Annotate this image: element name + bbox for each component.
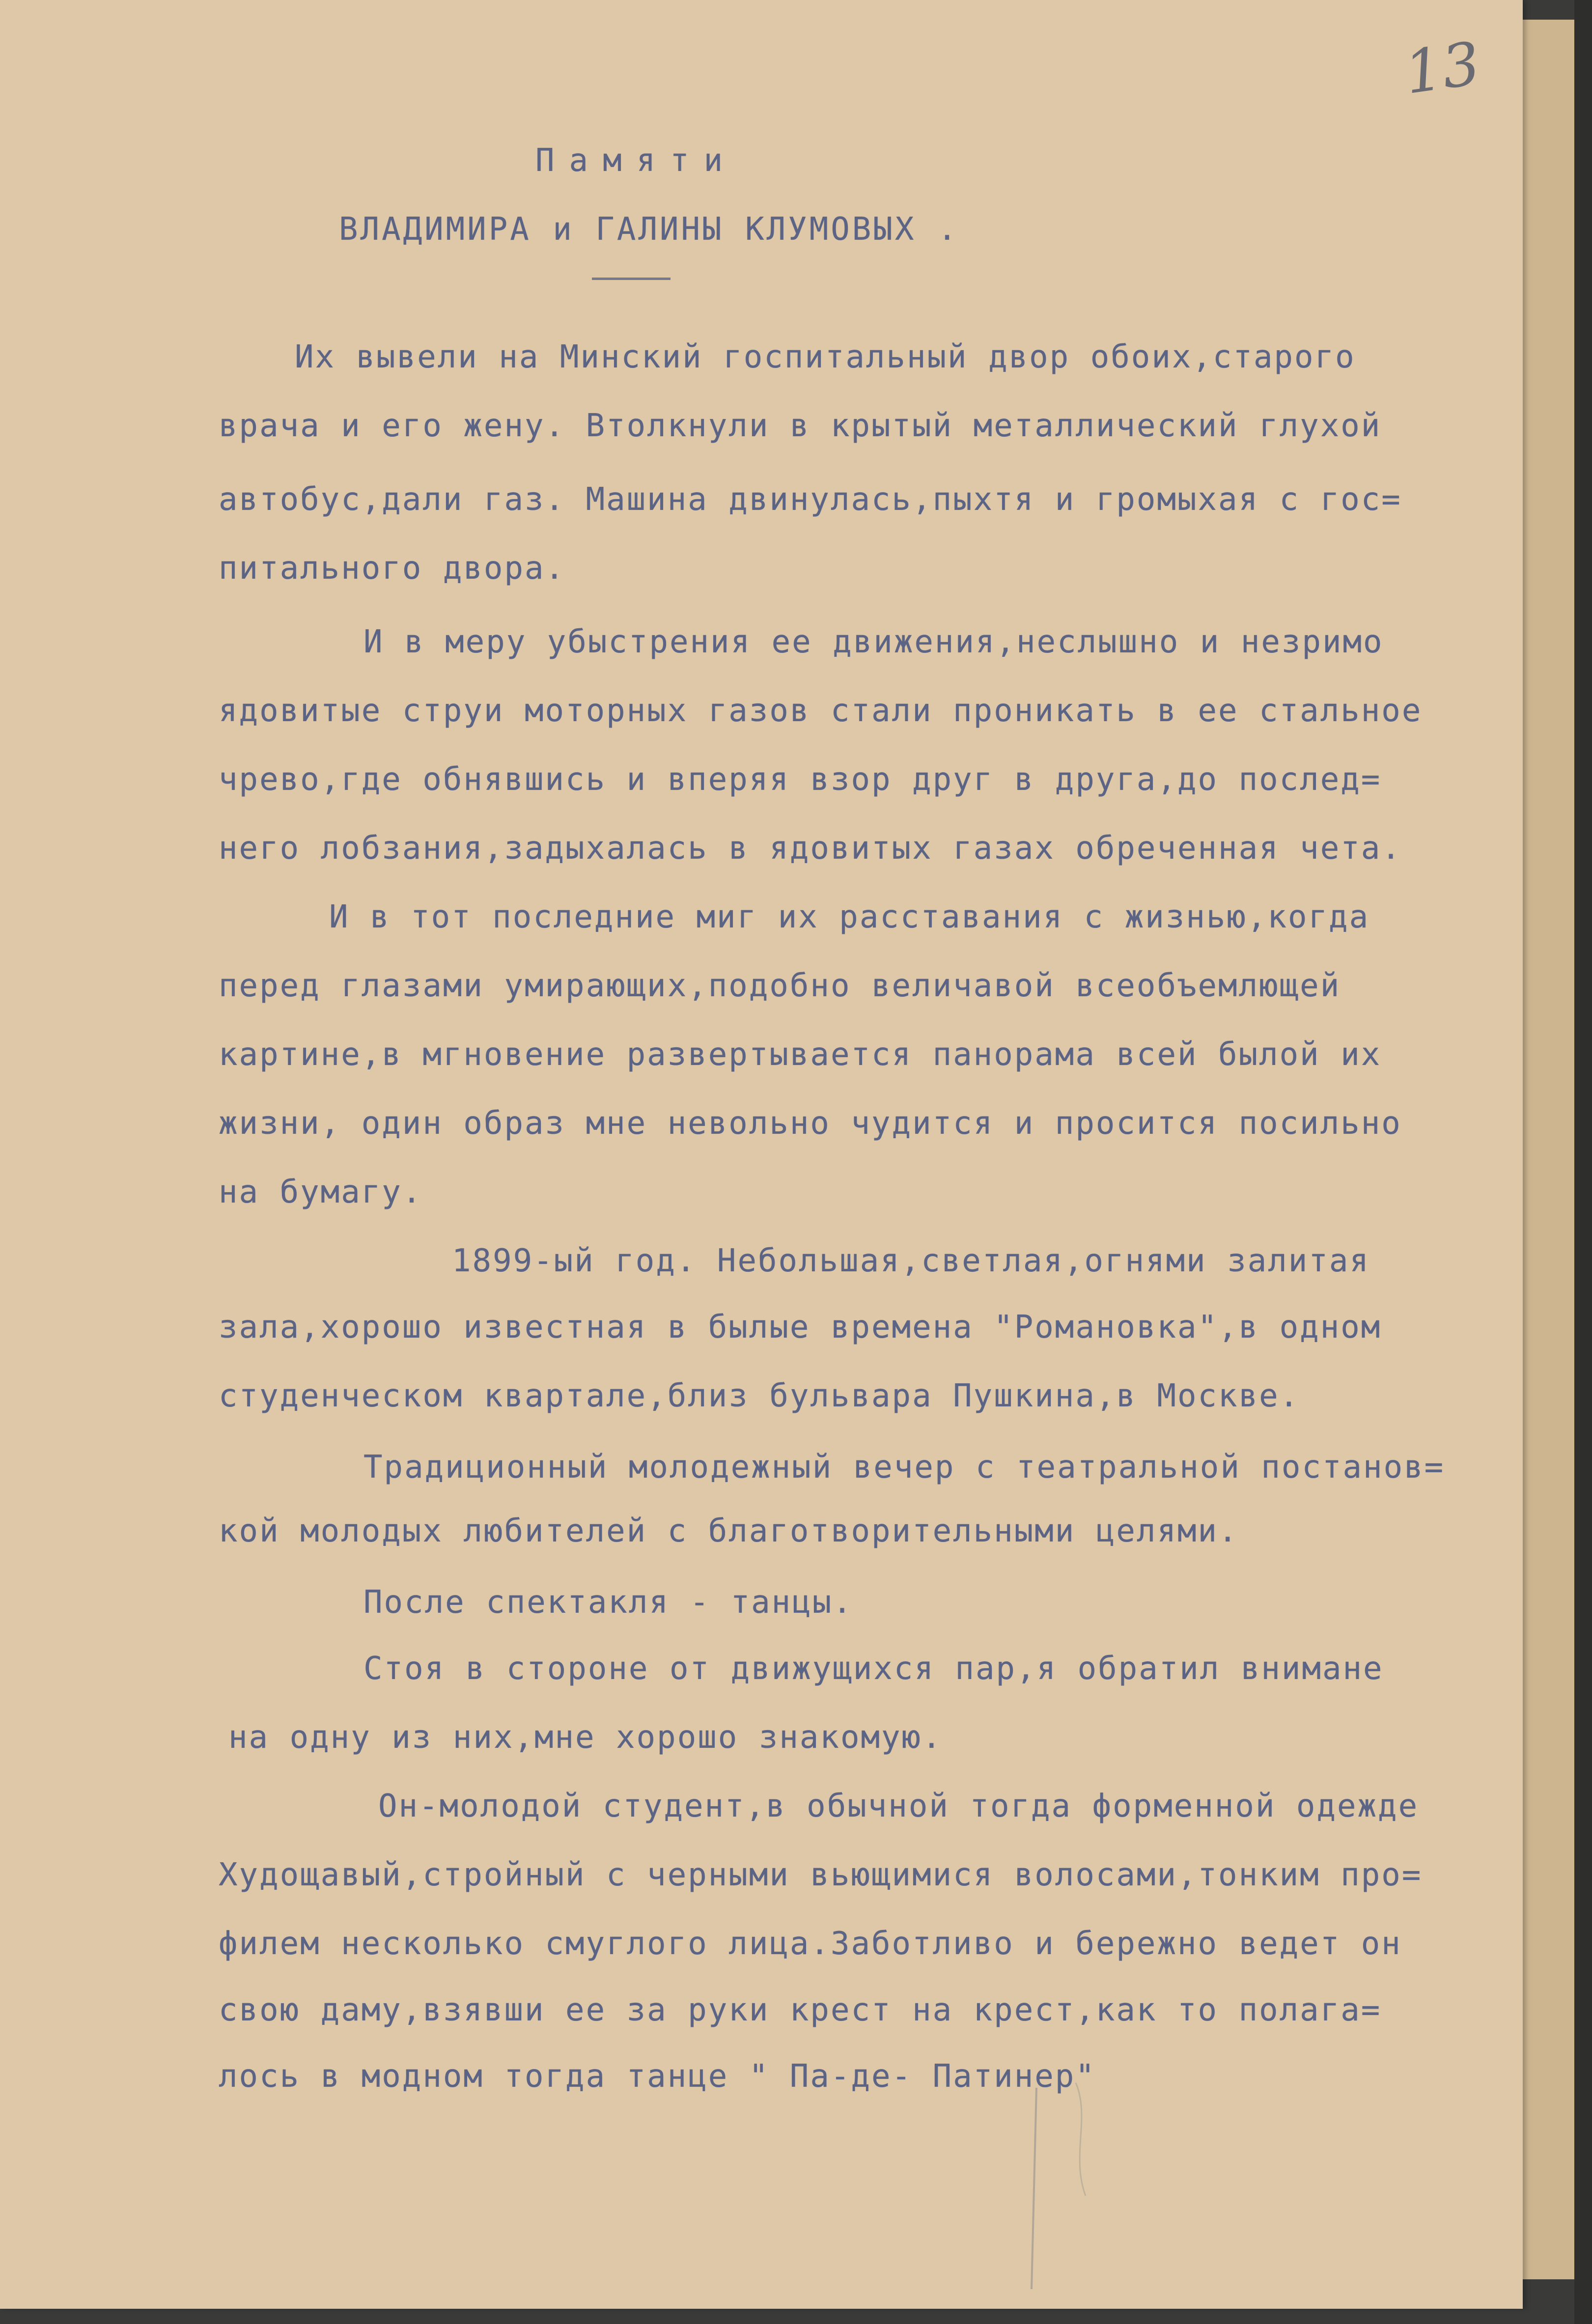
title-line-2: ВЛАДИМИРА и ГАЛИНЫ КЛУМОВЫХ . — [339, 211, 959, 248]
title-line-1: Памяти — [535, 142, 738, 179]
scan-background — [1574, 0, 1592, 2324]
body-line: на одну из них,мне хорошо знакомую. — [228, 1719, 943, 1756]
body-line: автобус,дали газ. Машина двинулась,пыхтя и громыхая с гос= — [219, 481, 1402, 518]
body-line: на бумагу. — [219, 1174, 423, 1210]
body-line: Он-молодой студент,в обычной тогда форменной одежде — [378, 1788, 1419, 1824]
body-line: Традиционный молодежный вечер с театральной постанов= — [363, 1449, 1445, 1485]
body-line: лось в модном тогда танце " Па-де- Патинер" — [219, 2058, 1096, 2095]
body-line: перед глазами умирающих,подобно величавой всеобъемлющей — [219, 968, 1341, 1004]
body-line: кой молодых любителей с благотворительными целями. — [219, 1513, 1239, 1549]
title-underline — [592, 278, 670, 280]
body-line: Стоя в стороне от движущихся пар,я обратил вниманe — [363, 1651, 1384, 1687]
body-line: жизни, один образ мне невольно чудится и просится посильно — [219, 1105, 1402, 1142]
body-line: 1899-ый год. Небольшая,светлая,огнями залитая — [452, 1243, 1370, 1279]
body-line: него лобзания,задыхалась в ядовитых газах обреченная чета. — [219, 830, 1402, 867]
body-line: ядовитые струи моторных газов стали проникать в ее стальное — [219, 693, 1423, 729]
body-line: И в меру убыстрения ее движения,неслышно и незримо — [363, 624, 1384, 660]
body-line: После спектакля - танцы. — [363, 1584, 853, 1621]
body-line: Худощавый,стройный с черными вьющимися волосами,тонким про= — [219, 1857, 1423, 1893]
backing-sheet — [1518, 20, 1578, 2279]
body-line: Их вывели на Минский госпитальный двор обоих,старого — [295, 339, 1356, 375]
body-line: картине,в мгновение развертывается панорама всей былой их — [219, 1036, 1382, 1073]
body-line: свою даму,взявши ее за руки крест на крест,как то полага= — [219, 1992, 1382, 2028]
body-line: И в тот последние миг их расставания с жизнью,когда — [329, 899, 1370, 935]
body-line: питального двора. — [219, 550, 566, 587]
body-line: чрево,где обнявшись и вперяя взор друг в друга,до послед= — [219, 761, 1382, 798]
body-line: филем несколько смуглого лица.Заботливо и бережно ведет он — [219, 1926, 1402, 1962]
body-line: зала,хорошо известная в былые времена "Романовка",в одном — [219, 1309, 1382, 1345]
page-number: 13 — [1400, 29, 1484, 108]
body-line: студенческом квартале,близ бульвара Пушкина,в Москве. — [219, 1378, 1300, 1414]
pencil-mark — [1017, 2078, 1115, 2294]
body-line: врача и его жену. Втолкнули в крытый металлический глухой — [219, 408, 1382, 444]
